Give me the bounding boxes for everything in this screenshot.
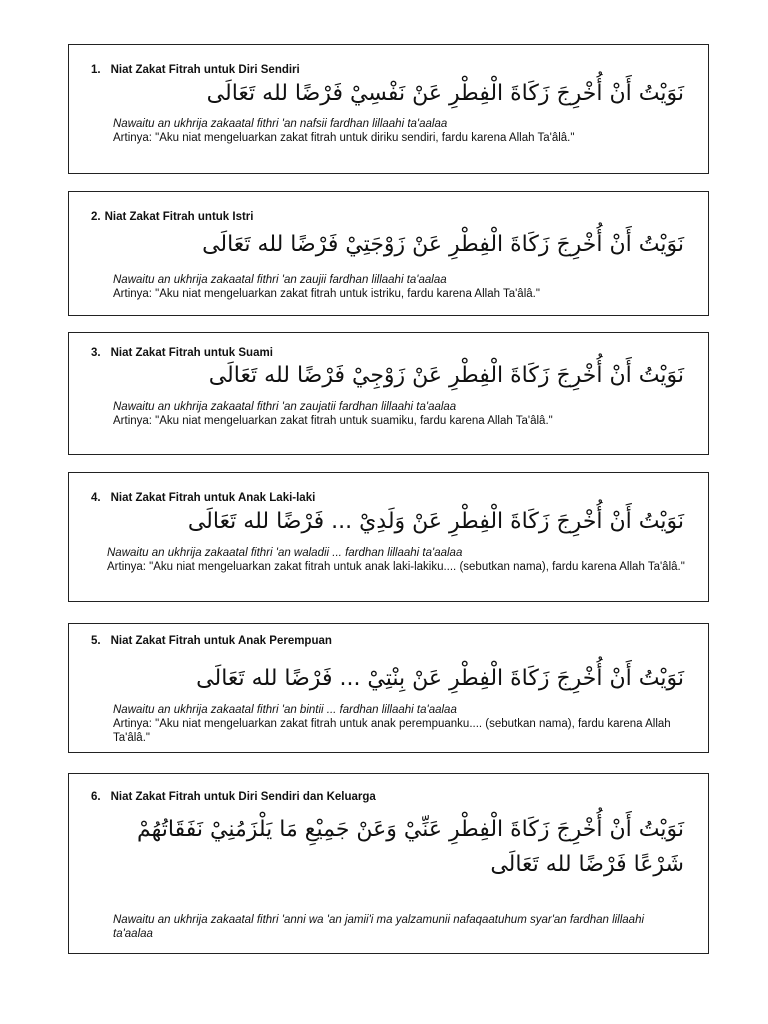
niat-card-3 [68,332,709,455]
card-title-text: Niat Zakat Fitrah untuk Anak Laki-laki [110,492,316,504]
niat-card-4 [68,472,709,602]
niat-card-6 [68,773,709,954]
niat-card-2 [68,191,709,316]
arabic-text: نَوَيْتُ أَنْ أُخْرِجَ زَكَاةَ الْفِطْرِ عَنْ نَفْسِيْ فَرْضًا لله تَعَالَى [206,81,684,106]
latin-transliteration: Nawaitu an ukhrija zakaatal fithri 'an zaujatii fardhan lillaahi ta'aalaa [113,401,457,413]
translation: Artinya: "Aku niat mengeluarkan zakat fitrah untuk istriku, fardu karena Allah Ta'âlâ." [113,288,540,300]
card-number: 6. [91,791,101,803]
translation: Artinya: "Aku niat mengeluarkan zakat fitrah untuk anak perempuanku.... (sebutkan nama), fardu karena Allah Ta'âlâ." [113,718,671,744]
arabic-text: نَوَيْتُ أَنْ أُخْرِجَ زَكَاةَ الْفِطْرِ عَنْ زَوْجِيْ فَرْضًا لله تَعَالَى [208,363,684,388]
card-title [91,347,273,359]
translation: Artinya: "Aku niat mengeluarkan zakat fitrah untuk suamiku, fardu karena Allah Ta'âlâ." [113,415,553,427]
arabic-text: نَوَيْتُ أَنْ أُخْرِجَ زَكَاةَ الْفِطْرِ عَنْ زَوْجَتِيْ فَرْضًا لله تَعَالَى [202,232,684,257]
niat-card-5 [68,623,709,753]
card-title-text: Niat Zakat Fitrah untuk Istri [104,211,254,223]
card-title [91,211,253,223]
card-title [91,492,315,504]
translation: Artinya: "Aku niat mengeluarkan zakat fitrah untuk anak laki-lakiku.... (sebutkan nama), fardu karena Allah Ta'âlâ." [107,561,685,573]
card-number: 5. [91,635,101,647]
latin-transliteration: Nawaitu an ukhrija zakaatal fithri 'anni wa 'an jamii'i ma yalzamunii nafaqaatuhum syar'an fardhan lillaahi ta'aalaa [113,914,645,940]
latin-transliteration: Nawaitu an ukhrija zakaatal fithri 'an zaujii fardhan lillaahi ta'aalaa [113,274,447,286]
arabic-text: نَوَيْتُ أَنْ أُخْرِجَ زَكَاةَ الْفِطْرِ عَنِّيْ وَعَنْ جَمِيْعِ مَا يَلْزَمُنِيْ نَفَقَاتُهُمْ شَرْعًا فَرْضًا لله تَعَالَى [137,817,684,878]
niat-card-1 [68,44,709,174]
card-number: 3. [91,347,101,359]
card-number: 2. [91,211,101,223]
card-title-text: Niat Zakat Fitrah untuk Anak Perempuan [110,635,332,647]
card-title [91,64,300,76]
arabic-text: نَوَيْتُ أَنْ أُخْرِجَ زَكَاةَ الْفِطْرِ عَنْ وَلَدِيْ ... فَرْضًا لله تَعَالَى [187,509,684,534]
card-title [91,635,332,647]
translation: Artinya: "Aku niat mengeluarkan zakat fitrah untuk diriku sendiri, fardu karena Allah Ta'âlâ." [113,132,575,144]
card-number: 1. [91,64,101,76]
arabic-text: نَوَيْتُ أَنْ أُخْرِجَ زَكَاةَ الْفِطْرِ عَنْ بِنْتِيْ ... فَرْضًا لله تَعَالَى [196,666,684,691]
latin-transliteration: Nawaitu an ukhrija zakaatal fithri 'an nafsii fardhan lillaahi ta'aalaa [113,118,448,130]
card-title-text: Niat Zakat Fitrah untuk Diri Sendiri [110,64,300,76]
card-title-text: Niat Zakat Fitrah untuk Diri Sendiri dan Keluarga [110,791,376,803]
card-number: 4. [91,492,101,504]
latin-transliteration: Nawaitu an ukhrija zakaatal fithri 'an waladii ... fardhan lillaahi ta'aalaa [107,547,463,559]
card-title-text: Niat Zakat Fitrah untuk Suami [110,347,273,359]
card-title [91,791,376,803]
latin-transliteration: Nawaitu an ukhrija zakaatal fithri 'an bintii ... fardhan lillaahi ta'aalaa [113,704,457,716]
